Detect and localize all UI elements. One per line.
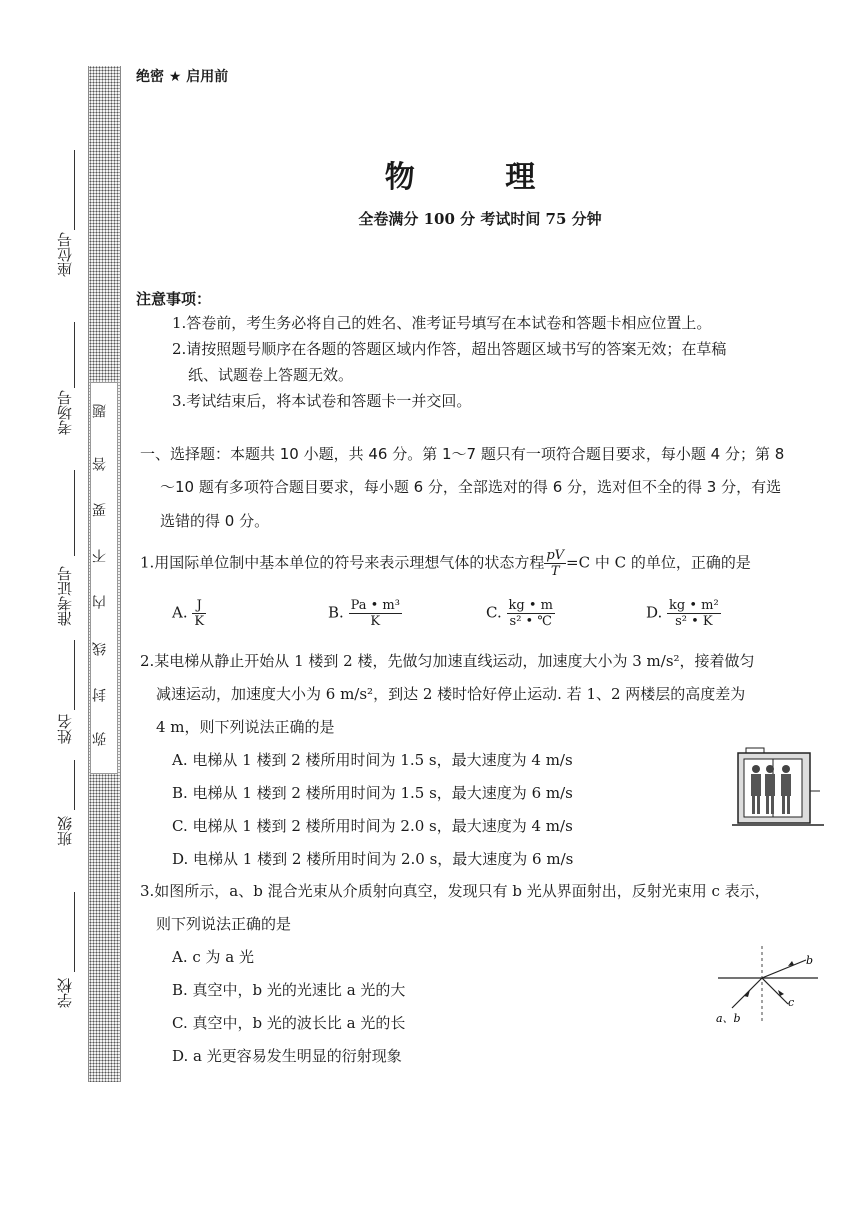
label-c: c [788,996,795,1009]
q3-option-a: A. c 为 a 光 [172,948,255,966]
section-instructions: 一、选择题：本题共 10 小题，共 46 分。第 1～7 题只有一项符合题目要求，每小题 4 分；第 8 [140,445,785,463]
seal-char: 答 [92,457,108,471]
note-item: 3.考试结束后，将本试卷和答题卡一并交回。 [172,392,472,410]
class-line [74,760,75,810]
exam-room-label: 考场号 [56,390,74,435]
q2-option-a: A. 电梯从 1 楼到 2 楼所用时间为 1.5 s，最大速度为 4 m/s [172,751,573,769]
question-3-stem: 则下列说法正确的是 [156,915,292,933]
q1-option-a: A. $\frac{J}{K}$ [172,598,205,629]
q1-option-d: D. $\frac{\text{kg • m²}}{\text{s² • K}}$ [646,598,719,629]
q1-option-c: C. $\frac{kg • m}{\text{s² • ℃}}$ [486,598,553,629]
question-2-stem: 减速运动，加速度大小为 6 m/s²，到达 2 楼时恰好停止运动. 若 1、2 两楼层的高度差为 [156,685,746,703]
section-instructions: ～10 题有多项符合题目要求，每小题 6 分，全部选对的得 6 分，选对但不全的得 3 分，有选 [160,478,782,496]
question-1-stem [140,548,751,579]
seal-char: 题 [92,404,108,418]
seal-char: 内 [92,595,108,609]
note-item: 纸、试题卷上答题无效。 [188,366,354,384]
q1-stem-a: 1.用国际单位制中基本单位的符号来表示理想气体的状态方程 [140,553,545,572]
school-label: 学校 [56,978,74,1008]
notes-heading: 注意事项： [136,290,212,308]
state-equation-fraction [544,548,566,579]
exam-info: 全卷满分 100 分 考试时间 75 分钟 [358,210,602,228]
seat-number-label: 座位号 [56,232,74,277]
q1-stem-b: =C 中 C 的单位，正确的是 [566,553,751,572]
elevator-figure [732,745,827,835]
seal-char: 线 [92,642,108,656]
q1-option-b: B. $\frac{\text{Pa • m³}}{K}$ [328,598,400,629]
school-line [74,892,75,972]
seal-char: 封 [92,688,108,702]
q3-option-c: C. 真空中，b 光的波长比 a 光的长 [172,1014,406,1032]
q2-option-d: D. 电梯从 1 楼到 2 楼所用时间为 2.0 s，最大速度为 6 m/s [172,850,574,868]
refraction-figure [708,940,828,1030]
page-title: 物 理 [384,160,576,195]
q2-option-b: B. 电梯从 1 楼到 2 楼所用时间为 1.5 s，最大速度为 6 m/s [172,784,573,802]
eq-denominator: T [550,564,560,579]
eq-numerator: pV [546,548,565,563]
question-3-stem: 3.如图所示，a、b 混合光束从介质射向真空，发现只有 b 光从界面射出，反射光束用 c 表示， [140,882,770,900]
note-item: 1.答卷前，考生务必将自己的姓名、准考证号填写在本试卷和答题卡相应位置上。 [172,314,712,332]
name-line [74,640,75,710]
note-item: 2.请按照题号顺序在各题的答题区域内作答，超出答题区域书写的答案无效；在草稿 [172,340,727,358]
seal-char: 弥 [92,732,108,746]
q3-option-b: B. 真空中，b 光的光速比 a 光的大 [172,981,406,999]
confidential-mark: 绝密 ★ 启用前 [136,69,229,85]
label-ab: a、b [716,1012,741,1025]
section-instructions: 选错的得 0 分。 [160,512,270,530]
seal-char: 不 [92,549,108,563]
class-label: 班级 [56,816,74,846]
question-2-stem: 2.某电梯从静止开始从 1 楼到 2 楼，先做匀加速直线运动，加速度大小为 3 m/s²，接着做匀 [140,652,755,670]
name-label: 姓名 [56,714,74,744]
ticket-number-label: 准考证号 [56,566,74,626]
ticket-number-line [74,470,75,556]
question-2-stem: 4 m，则下列说法正确的是 [156,718,335,736]
seal-char: 要 [92,503,108,517]
q2-option-c: C. 电梯从 1 楼到 2 楼所用时间为 2.0 s，最大速度为 4 m/s [172,817,573,835]
q3-option-d: D. a 光更容易发生明显的衍射现象 [172,1047,402,1065]
label-b: b [806,954,814,967]
seal-line-box [90,382,118,774]
exam-room-line [74,322,75,388]
